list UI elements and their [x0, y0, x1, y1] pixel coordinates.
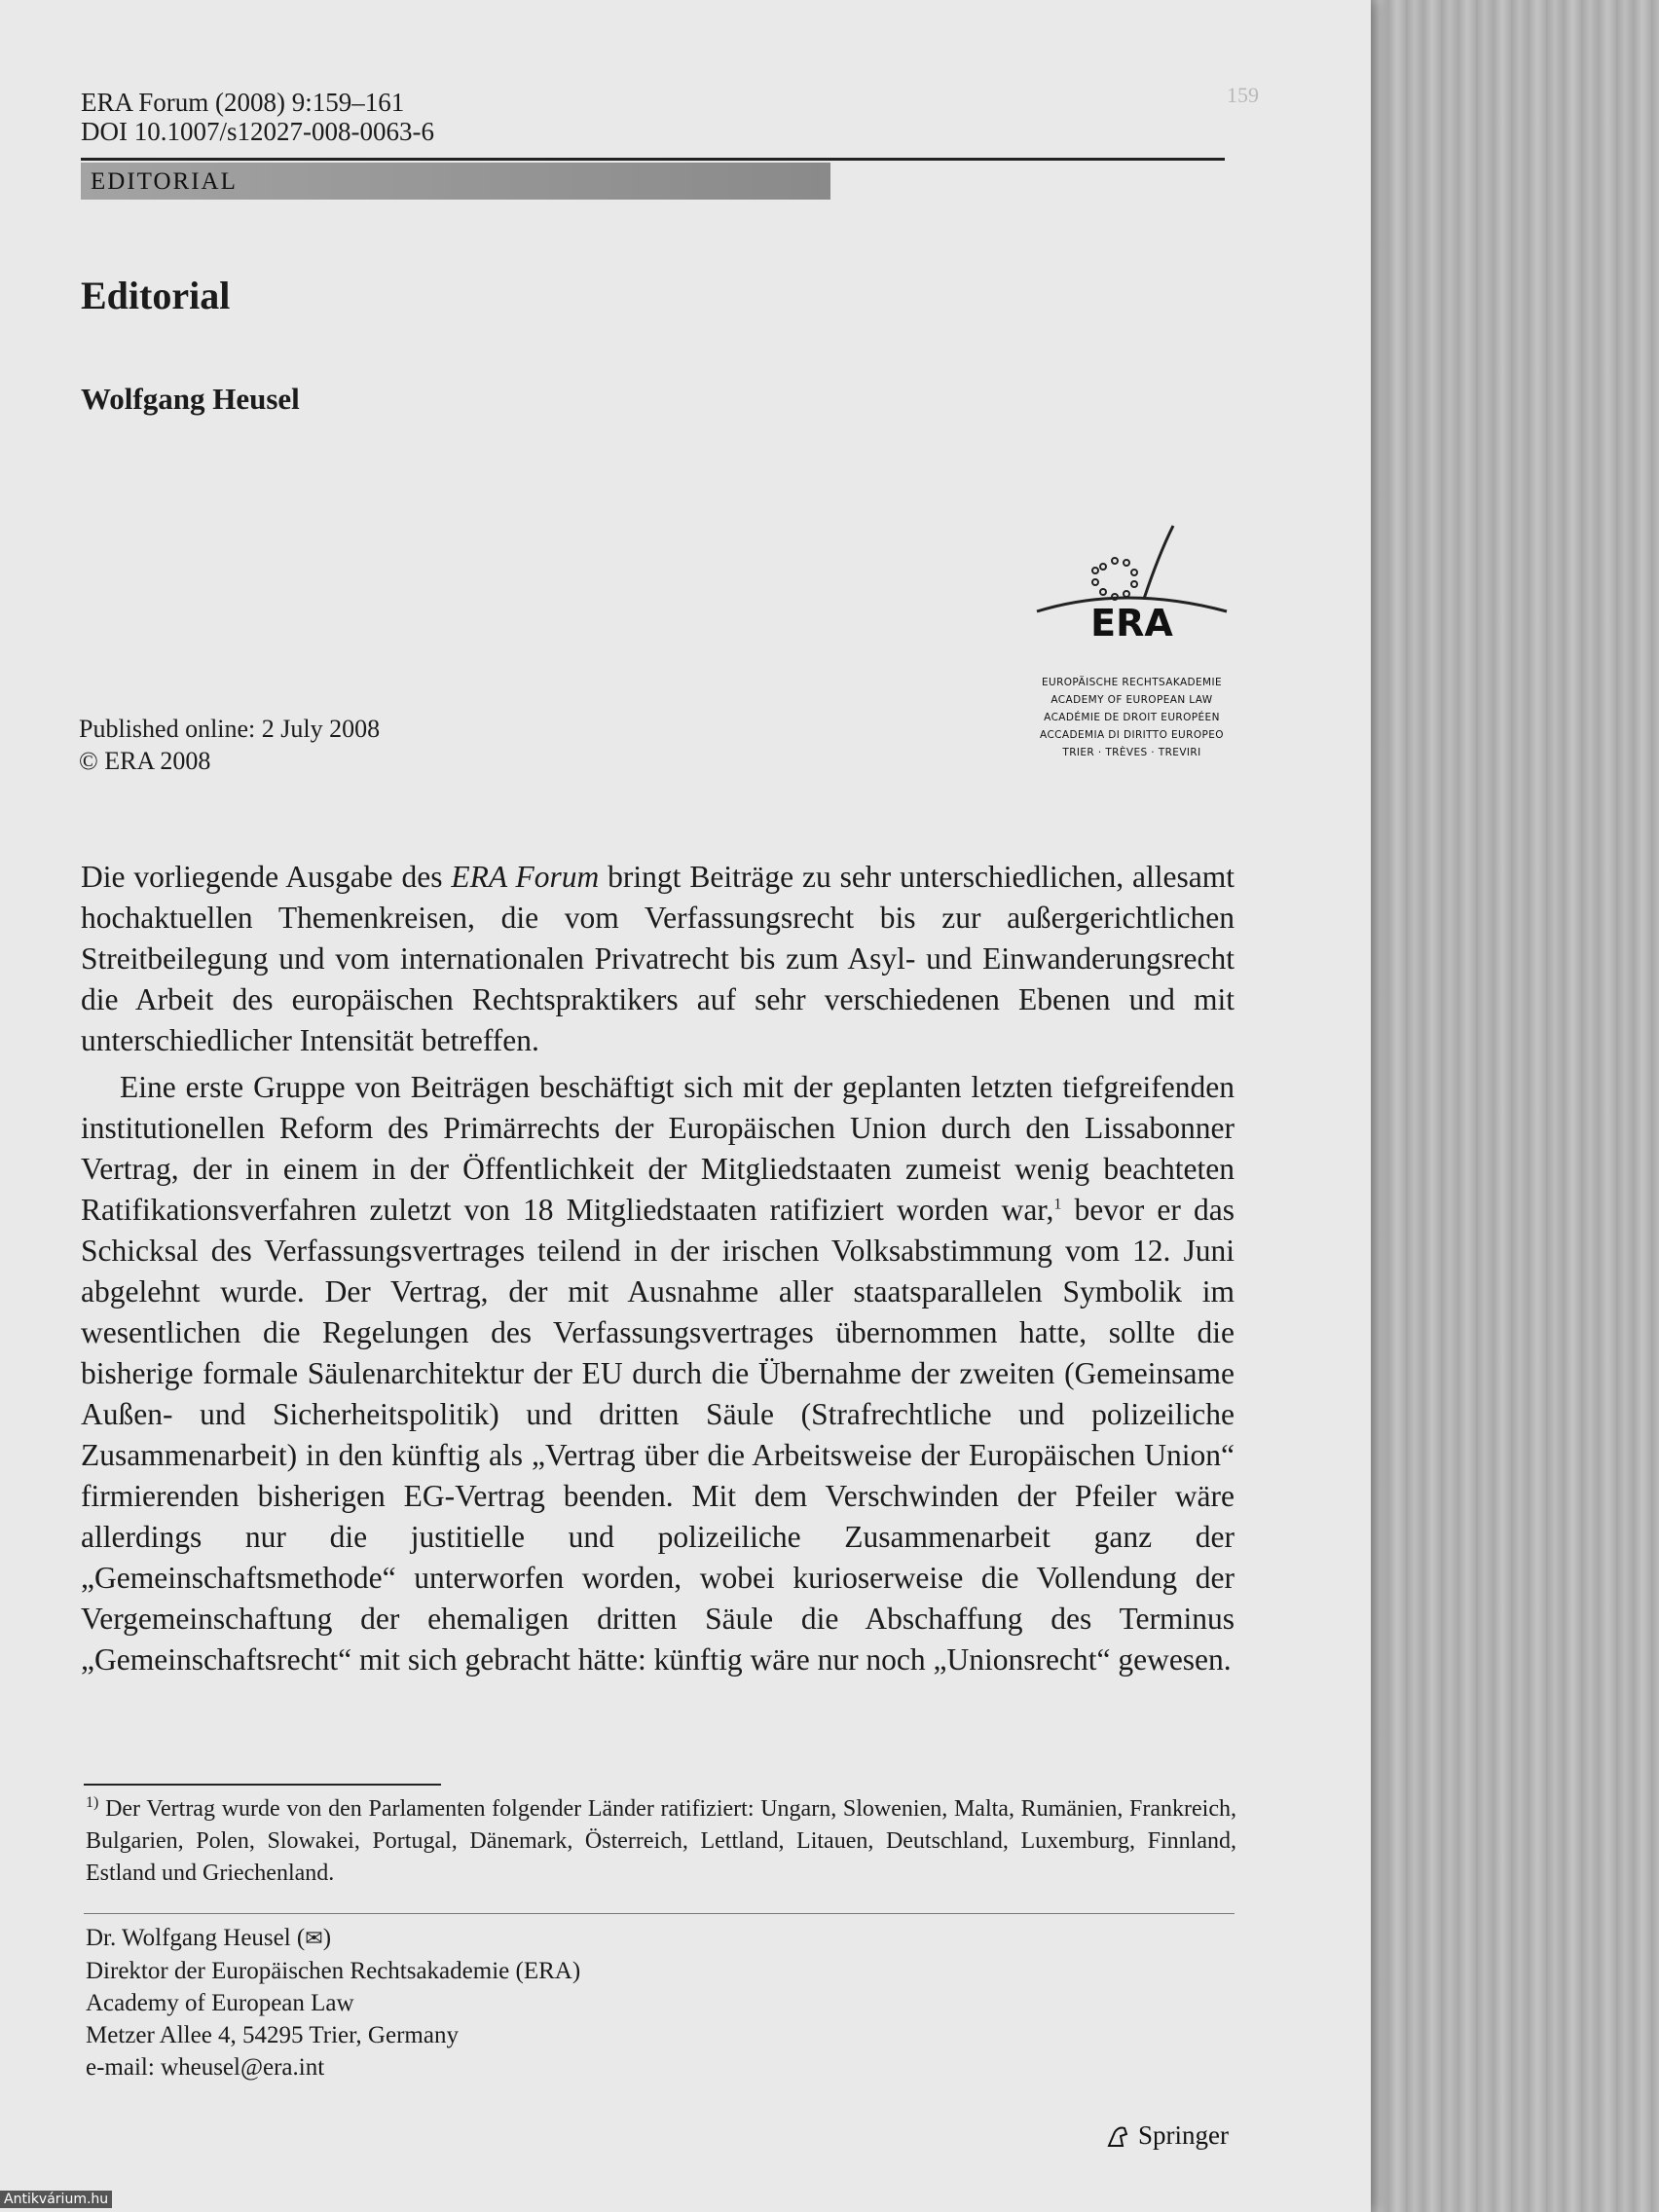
journal-line: ERA Forum (2008) 9:159–161 [81, 88, 405, 117]
logo-word: ERA [1090, 602, 1173, 645]
logo-text-block [1027, 674, 1236, 761]
watermark: Antikvárium.hu [0, 2191, 112, 2208]
citation-block [81, 88, 434, 146]
publisher-mark [1105, 2120, 1229, 2151]
logo-line: ACCADEMIA DI DIRITTO EUROPEO [1040, 729, 1224, 741]
paragraph-2: Eine erste Gruppe von Beiträgen beschäftigt sich mit der geplanten letzten tiefgreifenden institutionellen Reform des Primärrechts der Europäischen Union durch den Lissabonner Vertrag, der in einem in der Öffentlichkeit der Mitgliedstaaten zumeist wenig beachteten Ratifikationsverfahren zuletzt von 18 Mitgliedstaaten ratifiziert worden war,$^1$ bevor er das Schicksal des Verfassungsvertrages teilend in der irischen Volksabstimmung vom 12. Juni abgelehnt wurde. Der Vertrag, der mit Ausnahme aller staatsparallelen Symbolik im wesentlichen die Regelungen des Verfassungsvertrages übernommen hatte, sollte die bisherige formale Säulenarchitektur der EU durch die Übernahme der zweiten (Gemeinsame Außen- und Sicherheitspolitik) und dritten Säule (Strafrechtliche und polizeiliche Zusammenarbeit) in den künftig als „Vertrag über die Arbeitsweise der Europäischen Union“ firmierenden bisherigen EG-Vertrag beenden. Mit dem Verschwinden der Pfeiler wäre allerdings nur die justitielle und polizeiliche Zusammenarbeit ganz der „Gemeinschaftsmethode“ unterworfen worden, wobei kurioserweise die Vollendung der Vergemeinschaftung der ehemaligen dritten Säule die Abschaffung des Terminus „Gemeinschaftsrecht“ mit sich gebracht hätte: künftig wäre nur noch „Unionsrecht“ gewesen. [81, 1070, 1235, 1677]
journal-name-italic: ERA Forum [451, 860, 600, 894]
logo-line: TRIER · TRÈVES · TREVIRI [1062, 747, 1201, 758]
springer-horse-icon [1105, 2122, 1132, 2150]
logo-line: ACADEMY OF EUROPEAN LAW [1051, 694, 1213, 706]
published-date: Published online: 2 July 2008 [79, 715, 381, 743]
logo-line: EUROPÄISCHE RECHTSAKADEMIE [1041, 677, 1223, 688]
footnote-text: Der Vertrag wurde von den Parlamenten folgender Länder ratifiziert: Ungarn, Slowenien, Malta, Rumänien, Frankreich, Bulgarien, Polen, Slowakei, Portugal, Dänemark, Österreich, Lettland, Litauen, Deutschland, Luxemburg, Finnland, Estland und Griechenland. [86, 1796, 1236, 1886]
address-name: Dr. Wolfgang Heusel (✉) [86, 1925, 332, 1951]
author-address [86, 1922, 580, 2083]
doi-line: DOI 10.1007/s12027-008-0063-6 [81, 117, 434, 146]
article-author: Wolfgang Heusel [81, 382, 300, 416]
article-body [81, 857, 1235, 1680]
envelope-icon: ✉ [305, 1927, 323, 1951]
publication-info [79, 713, 380, 777]
email-line: e-mail: wheusel@era.int [86, 2054, 325, 2081]
logo-line: ACADÉMIE DE DROIT EUROPÉEN [1044, 712, 1220, 723]
footnote [86, 1793, 1236, 1890]
footnote-ref: 1 [1053, 1196, 1062, 1213]
publisher-name: Springer [1138, 2120, 1229, 2150]
article-title: Editorial [81, 274, 231, 317]
footnote-rule [84, 1784, 441, 1786]
address-line: Academy of European Law [86, 1990, 354, 2016]
address-rule [84, 1913, 1235, 1914]
page-number: 159 [1227, 83, 1259, 107]
header-rule [81, 158, 1225, 161]
section-label: EDITORIAL [91, 168, 238, 195]
address-line: Metzer Allee 4, 54295 Trier, Germany [86, 2022, 459, 2048]
adjacent-page-edge [1371, 0, 1659, 2212]
copyright: © ERA 2008 [79, 747, 211, 775]
address-line: Direktor der Europäischen Rechtsakademie (ERA) [86, 1958, 581, 1984]
paragraph-1: Die vorliegende Ausgabe des ERA Forum bringt Beiträge zu sehr unterschiedlichen, allesamt hochaktuellen Themenkreisen, die vom Verfassungsrecht bis zur außergerichtlichen Streitbeilegung und vom internationalen Privatrecht bis zum Asyl- und Einwanderungsrecht die Arbeit des europäischen Rechtspraktikers auf sehr verschiedenen Ebenen und mit unterschiedlicher Intensität betreffen. [81, 860, 1235, 1057]
footnote-marker: 1) [86, 1794, 99, 1811]
